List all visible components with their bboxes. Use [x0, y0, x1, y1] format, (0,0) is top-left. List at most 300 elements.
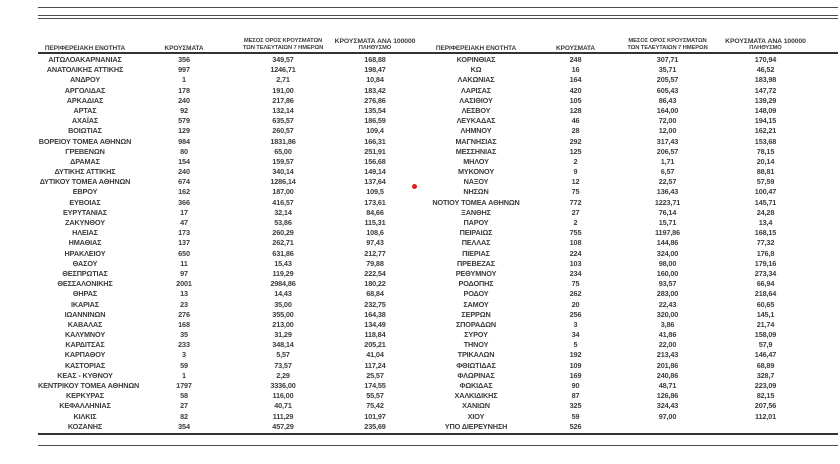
- header-underline: [38, 52, 838, 54]
- value-cell: 348,14: [272, 340, 294, 350]
- value-cell: 1: [182, 370, 186, 380]
- value-cell: 24,28: [756, 207, 775, 217]
- value-cell: 276,86: [364, 95, 386, 105]
- region-name-cell: ΠΙΕΡΙΑΣ: [462, 248, 490, 258]
- value-cell: 997: [178, 65, 190, 75]
- value-cell: 320,00: [656, 309, 679, 319]
- value-cell: 22,43: [658, 299, 677, 309]
- table-header-left: [38, 26, 420, 53]
- value-cell: 14,43: [274, 289, 292, 299]
- value-cell: 65,00: [274, 146, 292, 156]
- value-cell: 192: [569, 350, 582, 360]
- value-cell: 101,97: [364, 411, 386, 421]
- value-cell: 168,15: [754, 228, 777, 238]
- top-rule-1: [38, 7, 838, 8]
- region-name-cell: ΕΥΒΟΙΑΣ: [69, 197, 101, 207]
- value-cell: 73,57: [274, 360, 292, 370]
- region-name-cell: ΘΕΣΠΡΩΤΙΑΣ: [62, 268, 108, 278]
- value-cell: 66,94: [756, 279, 775, 289]
- region-name-cell: ΚΙΛΚΙΣ: [73, 411, 97, 421]
- value-cell: 2: [573, 156, 578, 166]
- region-name-cell: ΞΑΝΘΗΣ: [461, 207, 491, 217]
- region-name-cell: ΙΩΑΝΝΙΝΩΝ: [64, 309, 106, 319]
- value-cell: 1197,86: [655, 228, 680, 238]
- value-cell: 283,00: [656, 289, 679, 299]
- table-header-right: [420, 26, 815, 53]
- bottom-rule-thin: [38, 445, 838, 446]
- value-cell: 79,88: [366, 258, 384, 268]
- region-name-cell: ΝΟΤΙΟΥ ΤΟΜΕΑ ΑΘΗΝΩΝ: [432, 197, 520, 207]
- value-cell: 631,86: [272, 248, 294, 258]
- value-cell: 134,49: [364, 319, 386, 329]
- region-name-cell: ΔΥΤΙΚΟΥ ΤΟΜΕΑ ΑΘΗΝΩΝ: [39, 177, 131, 187]
- value-cell: 579: [178, 116, 190, 126]
- value-cell: 55,57: [366, 391, 384, 401]
- region-name-cell: ΡΟΔΟΠΗΣ: [458, 279, 494, 289]
- value-cell: 129: [178, 126, 190, 136]
- value-cell: 48,71: [658, 381, 677, 390]
- region-name-cell: ΤΗΝΟΥ: [463, 340, 489, 350]
- region-name-cell: ΑΡΤΑΣ: [73, 105, 97, 115]
- top-rule-3: [38, 18, 838, 19]
- value-cell: 307,71: [656, 55, 679, 64]
- value-cell: 93,57: [658, 279, 677, 289]
- value-cell: 100,47: [754, 187, 777, 197]
- value-cell: 212,77: [364, 248, 386, 258]
- region-name-cell: ΑΡΚΑΔΙΑΣ: [66, 95, 104, 105]
- value-cell: 240: [178, 167, 190, 177]
- value-cell: 25,57: [366, 370, 384, 380]
- value-cell: 366: [178, 197, 190, 207]
- value-cell: 179,16: [754, 258, 777, 268]
- region-name-cell: ΚΩ: [470, 65, 482, 75]
- value-cell: 262,71: [272, 238, 294, 248]
- value-cell: 20,14: [756, 156, 775, 166]
- value-cell: 126,86: [656, 391, 679, 401]
- value-cell: 205,57: [656, 75, 679, 85]
- value-cell: 1797: [176, 381, 192, 390]
- region-name-cell: ΧΙΟΥ: [467, 411, 485, 421]
- value-cell: 169: [569, 370, 582, 380]
- value-cell: 20: [571, 299, 580, 309]
- value-cell: 324,43: [656, 401, 679, 411]
- value-cell: 35: [180, 330, 188, 340]
- value-cell: 176,8: [756, 248, 775, 258]
- region-name-cell: ΚΟΖΑΝΗΣ: [67, 421, 103, 431]
- header-avg-line2: ΤΩΝ ΤΕΛΕΥΤΑΙΩΝ 7 ΗΜΕΡΩΝ: [627, 45, 708, 51]
- region-name-cell: ΠΑΡΟΥ: [463, 218, 489, 227]
- region-name-cell: ΗΛΕΙΑΣ: [72, 228, 98, 238]
- value-cell: 108,6: [366, 228, 384, 238]
- region-name-cell: ΔΡΑΜΑΣ: [70, 156, 100, 166]
- value-cell: 183,98: [754, 75, 777, 85]
- value-cell: 168: [178, 319, 190, 329]
- region-name-cell: ΘΗΡΑΣ: [72, 289, 98, 299]
- region-name-cell: ΚΑΛΥΜΝΟΥ: [64, 330, 106, 340]
- value-cell: 3: [573, 319, 578, 329]
- value-cell: 57,9: [758, 340, 773, 350]
- value-cell: 526: [569, 421, 582, 431]
- value-cell: 46: [571, 116, 580, 126]
- region-name-cell: ΒΟΙΩΤΙΑΣ: [68, 126, 102, 136]
- value-cell: 317,43: [656, 136, 679, 146]
- value-cell: 57,59: [756, 177, 775, 187]
- region-name-cell: ΚΕΝΤΡΙΚΟΥ ΤΟΜΕΑ ΑΘΗΝΩΝ: [38, 381, 140, 390]
- value-cell: 170,94: [754, 55, 777, 64]
- value-cell: 132,14: [272, 105, 294, 115]
- value-cell: 59: [571, 411, 580, 421]
- region-name-cell: ΣΑΜΟΥ: [463, 299, 489, 309]
- region-name-cell: ΜΥΚΟΝΟΥ: [457, 167, 495, 177]
- value-cell: 58: [180, 391, 188, 401]
- value-cell: 232,75: [364, 299, 386, 309]
- region-name-cell: ΥΠΟ ΔΙΕΡΕΥΝΗΣΗ: [444, 421, 508, 431]
- value-cell: 240,86: [656, 370, 679, 380]
- value-cell: 191,00: [272, 85, 294, 95]
- value-cell: 223,09: [754, 381, 777, 390]
- value-cell: 174,55: [364, 381, 386, 390]
- region-name-cell: ΚΑΡΔΙΤΣΑΣ: [65, 340, 105, 350]
- value-cell: 97: [180, 268, 188, 278]
- value-cell: 98,00: [658, 258, 677, 268]
- value-cell: 217,86: [272, 95, 294, 105]
- region-name-cell: ΠΡΕΒΕΖΑΣ: [456, 258, 496, 268]
- header-avg-7day: [236, 38, 330, 53]
- value-cell: 183,42: [364, 85, 386, 95]
- value-cell: 416,57: [272, 197, 294, 207]
- region-name-cell: ΚΑΡΠΑΘΟΥ: [64, 350, 106, 360]
- value-cell: 605,43: [656, 85, 679, 95]
- value-cell: 17: [180, 207, 188, 217]
- value-cell: 16: [571, 65, 580, 75]
- value-cell: 27: [571, 207, 580, 217]
- header-region: ΠΕΡΙΦΕΡΕΙΑΚΗ ΕΝΟΤΗΤΑ: [435, 44, 517, 52]
- value-cell: 82,15: [756, 391, 775, 401]
- region-name-cell: ΣΠΟΡΑΔΩΝ: [455, 319, 497, 329]
- value-cell: 180,22: [364, 279, 386, 289]
- region-name-cell: ΚΑΣΤΟΡΙΑΣ: [64, 360, 106, 370]
- value-cell: 984: [178, 136, 190, 146]
- region-name-cell: ΛΗΜΝΟΥ: [460, 126, 492, 136]
- value-cell: 2,29: [276, 370, 290, 380]
- value-cell: 119,29: [272, 268, 294, 278]
- value-cell: 1,71: [660, 156, 675, 166]
- region-name-cell: ΚΟΡΙΝΘΙΑΣ: [456, 55, 496, 64]
- table-body-left: [38, 55, 420, 432]
- value-cell: 144,86: [656, 238, 679, 248]
- region-name-cell: ΠΕΛΛΑΣ: [461, 238, 491, 248]
- value-cell: 3: [182, 350, 186, 360]
- value-cell: 10,84: [366, 75, 384, 85]
- region-name-cell: ΧΑΛΚΙΔΙΚΗΣ: [454, 391, 498, 401]
- value-cell: 162: [178, 187, 190, 197]
- value-cell: 173,61: [364, 197, 386, 207]
- value-cell: 186,59: [364, 116, 386, 126]
- value-cell: 148,09: [754, 105, 777, 115]
- value-cell: 146,47: [754, 350, 777, 360]
- value-cell: 15,71: [658, 218, 677, 227]
- region-name-cell: ΓΡΕΒΕΝΩΝ: [65, 146, 105, 156]
- region-name-cell: ΑΝΔΡΟΥ: [69, 75, 101, 85]
- value-cell: 116,00: [272, 391, 294, 401]
- value-cell: 325: [569, 401, 582, 411]
- value-cell: 11: [180, 258, 188, 268]
- region-name-cell: ΛΕΣΒΟΥ: [461, 105, 491, 115]
- value-cell: 27: [180, 401, 188, 411]
- value-cell: 117,24: [364, 360, 386, 370]
- value-cell: 260,29: [272, 228, 294, 238]
- value-cell: 635,57: [272, 116, 294, 126]
- value-cell: 206,57: [656, 146, 679, 156]
- value-cell: 772: [569, 197, 582, 207]
- region-name-cell: ΑΧΑΪΑΣ: [71, 116, 99, 126]
- value-cell: 28: [571, 126, 580, 136]
- region-name-cell: ΧΑΝΙΩΝ: [462, 401, 490, 411]
- region-name-cell: ΡΕΘΥΜΝΟΥ: [455, 268, 497, 278]
- value-cell: 75,42: [366, 401, 384, 411]
- region-name-cell: ΦΛΩΡΙΝΑΣ: [457, 370, 495, 380]
- value-cell: 248: [569, 55, 582, 64]
- value-cell: 84,66: [366, 207, 384, 217]
- value-cell: 77,32: [756, 238, 775, 248]
- value-cell: 1831,86: [270, 136, 296, 146]
- value-cell: 356: [178, 55, 190, 64]
- value-cell: 164,00: [656, 105, 679, 115]
- value-cell: 162,21: [754, 126, 777, 136]
- value-cell: 5: [573, 340, 578, 350]
- value-cell: 109,5: [366, 187, 384, 197]
- region-name-cell: ΗΡΑΚΛΕΙΟΥ: [64, 248, 106, 258]
- value-cell: 156,68: [364, 156, 386, 166]
- value-cell: 1246,71: [270, 65, 296, 75]
- value-cell: 9: [573, 167, 578, 177]
- value-cell: 86,43: [658, 95, 677, 105]
- table-body-right: [420, 55, 815, 432]
- value-cell: 128: [569, 105, 582, 115]
- header-per100k-line1: ΚΡΟΥΣΜΑΤΑ ΑΝΑ 100000: [725, 37, 806, 45]
- value-cell: 46,52: [756, 65, 775, 75]
- value-cell: 22,00: [658, 340, 677, 350]
- header-per-100k: [330, 38, 420, 54]
- region-name-cell: ΛΑΚΩΝΙΑΣ: [457, 75, 495, 85]
- header-per-100k: [716, 38, 815, 54]
- value-cell: 60,65: [756, 299, 775, 309]
- value-cell: 457,29: [272, 421, 294, 431]
- value-cell: 240: [178, 95, 190, 105]
- value-cell: 41,86: [658, 330, 677, 340]
- value-cell: 118,84: [364, 330, 386, 340]
- value-cell: 154: [178, 156, 190, 166]
- region-name-cell: ΜΕΣΣΗΝΙΑΣ: [455, 146, 497, 156]
- value-cell: 2,71: [276, 75, 290, 85]
- value-cell: 145,71: [754, 197, 777, 207]
- value-cell: 1223,71: [654, 197, 681, 207]
- value-cell: 1: [182, 75, 186, 85]
- region-name-cell: ΦΘΙΩΤΙΔΑΣ: [456, 360, 496, 370]
- value-cell: 145,1: [756, 309, 775, 319]
- value-cell: 674: [178, 177, 190, 187]
- value-cell: 755: [569, 228, 582, 238]
- value-cell: 111,29: [272, 411, 294, 421]
- value-cell: 324,00: [656, 248, 679, 258]
- value-cell: 12: [571, 177, 580, 187]
- value-cell: 31,29: [274, 330, 292, 340]
- value-cell: 92: [180, 105, 188, 115]
- value-cell: 1286,14: [270, 177, 296, 187]
- region-name-cell: ΚΕΑΣ - ΚΥΘΝΟΥ: [57, 370, 113, 380]
- value-cell: 109: [569, 360, 582, 370]
- value-cell: 262: [569, 289, 582, 299]
- header-per100k-line2: ΠΛΗΘΥΣΜΟ: [358, 45, 392, 51]
- value-cell: 153,68: [754, 136, 777, 146]
- region-name-cell: ΚΕΡΚΥΡΑΣ: [66, 391, 104, 401]
- region-name-cell: ΝΗΣΩΝ: [463, 187, 489, 197]
- value-cell: 59: [180, 360, 188, 370]
- value-cell: 32,14: [274, 207, 292, 217]
- value-cell: 178: [178, 85, 190, 95]
- value-cell: 80: [180, 146, 188, 156]
- region-name-cell: ΚΕΦΑΛΛΗΝΙΑΣ: [59, 401, 111, 411]
- value-cell: 276: [178, 309, 190, 319]
- value-cell: 68,89: [756, 360, 775, 370]
- value-cell: 137: [178, 238, 190, 248]
- header-cases: ΚΡΟΥΣΜΑΤΑ: [556, 44, 595, 52]
- value-cell: 135,54: [364, 105, 386, 115]
- region-name-cell: ΜΑΓΝΗΣΙΑΣ: [455, 136, 497, 146]
- header-region: ΠΕΡΙΦΕΡΕΙΑΚΗ ΕΝΟΤΗΤΑ: [44, 44, 126, 52]
- value-cell: 12,00: [658, 126, 677, 136]
- value-cell: 222,54: [364, 268, 386, 278]
- value-cell: 164: [569, 75, 582, 85]
- value-cell: 47: [180, 218, 188, 227]
- header-avg-line1: ΜΕΣΟΣ ΟΡΟΣ ΚΡΟΥΣΜΑΤΩΝ: [243, 38, 323, 44]
- value-cell: 213,00: [272, 319, 294, 329]
- value-cell: 34: [571, 330, 580, 340]
- value-cell: 187,00: [272, 187, 294, 197]
- value-cell: 355,00: [272, 309, 294, 319]
- value-cell: 23: [180, 299, 188, 309]
- value-cell: 160,00: [656, 268, 679, 278]
- value-cell: 328,7: [756, 370, 775, 380]
- value-cell: 76,14: [658, 207, 677, 217]
- value-cell: 213,43: [656, 350, 679, 360]
- region-name-cell: ΔΥΤΙΚΗΣ ΑΤΤΙΚΗΣ: [54, 167, 116, 177]
- value-cell: 78,15: [756, 146, 775, 156]
- top-rule-2: [38, 15, 838, 16]
- value-cell: 158,09: [754, 330, 777, 340]
- value-cell: 2001: [176, 279, 192, 289]
- value-cell: 224: [569, 248, 582, 258]
- region-name-cell: ΠΕΙΡΑΙΩΣ: [459, 228, 493, 238]
- red-dot-marker: [412, 184, 417, 189]
- value-cell: 2: [573, 218, 578, 227]
- value-cell: 147,72: [754, 85, 777, 95]
- region-name-cell: ΛΑΣΙΘΙΟΥ: [459, 95, 493, 105]
- value-cell: 40,71: [274, 401, 292, 411]
- value-cell: 90: [571, 381, 580, 390]
- value-cell: 173: [178, 228, 190, 238]
- value-cell: 260,57: [272, 126, 294, 136]
- value-cell: 103: [569, 258, 582, 268]
- region-name-cell: ΘΕΣΣΑΛΟΝΙΚΗΣ: [57, 279, 113, 289]
- value-cell: 88,81: [756, 167, 775, 177]
- value-cell: 35,71: [658, 65, 677, 75]
- region-name-cell: ΑΡΓΟΛΙΔΑΣ: [64, 85, 106, 95]
- value-cell: 136,43: [656, 187, 679, 197]
- value-cell: 53,86: [274, 218, 292, 227]
- value-cell: 13,4: [758, 218, 773, 227]
- value-cell: 3336,00: [270, 381, 296, 390]
- value-cell: 207,56: [754, 401, 777, 411]
- region-name-cell: ΘΑΣΟΥ: [72, 258, 98, 268]
- value-cell: 194,15: [754, 116, 777, 126]
- value-cell: 15,43: [274, 258, 292, 268]
- region-name-cell: ΒΟΡΕΙΟΥ ΤΟΜΕΑ ΑΘΗΝΩΝ: [38, 136, 132, 146]
- value-cell: 105: [569, 95, 582, 105]
- value-cell: 82: [180, 411, 188, 421]
- header-cases: ΚΡΟΥΣΜΑΤΑ: [164, 44, 204, 52]
- value-cell: 87: [571, 391, 580, 401]
- region-name-cell: ΕΥΡΥΤΑΝΙΑΣ: [62, 207, 108, 217]
- value-cell: 235,69: [364, 421, 386, 431]
- value-cell: 292: [569, 136, 582, 146]
- value-cell: 251,91: [364, 146, 386, 156]
- region-name-cell: ΤΡΙΚΑΛΩΝ: [457, 350, 495, 360]
- value-cell: 5,57: [276, 350, 290, 360]
- region-name-cell: ΚΑΒΑΛΑΣ: [67, 319, 103, 329]
- value-cell: 109,4: [366, 126, 384, 136]
- value-cell: 205,21: [364, 340, 386, 350]
- value-cell: 108: [569, 238, 582, 248]
- value-cell: 164,38: [364, 309, 386, 319]
- value-cell: 233: [178, 340, 190, 350]
- value-cell: 168,88: [364, 55, 386, 64]
- region-name-cell: ΖΑΚΥΝΘΟΥ: [65, 218, 105, 227]
- region-name-cell: ΑΝΑΤΟΛΙΚΗΣ ΑΤΤΙΚΗΣ: [46, 65, 124, 75]
- value-cell: 137,64: [364, 177, 386, 187]
- region-name-cell: ΣΕΡΡΩΝ: [461, 309, 491, 319]
- region-name-cell: ΛΑΡΙΣΑΣ: [460, 85, 491, 95]
- value-cell: 97,00: [658, 411, 677, 421]
- value-cell: 354: [178, 421, 190, 431]
- value-cell: 420: [569, 85, 582, 95]
- header-per100k-line2: ΠΛΗΘΥΣΜΟ: [749, 45, 782, 51]
- value-cell: 21,74: [756, 319, 775, 329]
- value-cell: 3,86: [660, 319, 675, 329]
- value-cell: 125: [569, 146, 582, 156]
- value-cell: 218,64: [754, 289, 777, 299]
- value-cell: 159,57: [272, 156, 294, 166]
- value-cell: 22,57: [658, 177, 677, 187]
- value-cell: 68,84: [366, 289, 384, 299]
- value-cell: 97,43: [366, 238, 384, 248]
- value-cell: 198,47: [364, 65, 386, 75]
- value-cell: 2984,86: [270, 279, 296, 289]
- value-cell: 112,01: [754, 411, 776, 421]
- region-name-cell: ΦΩΚΙΔΑΣ: [459, 381, 493, 390]
- value-cell: 201,86: [656, 360, 679, 370]
- header-per100k-line1: ΚΡΟΥΣΜΑΤΑ ΑΝΑ 100000: [334, 37, 416, 45]
- value-cell: 115,31: [364, 218, 386, 227]
- value-cell: 6,57: [660, 167, 675, 177]
- region-name-cell: ΜΗΛΟΥ: [463, 156, 489, 166]
- value-cell: 139,29: [754, 95, 777, 105]
- value-cell: 72,00: [658, 116, 677, 126]
- region-name-cell: ΕΒΡΟΥ: [72, 187, 98, 197]
- value-cell: 149,14: [364, 167, 386, 177]
- value-cell: 166,31: [364, 136, 386, 146]
- value-cell: 75: [571, 187, 580, 197]
